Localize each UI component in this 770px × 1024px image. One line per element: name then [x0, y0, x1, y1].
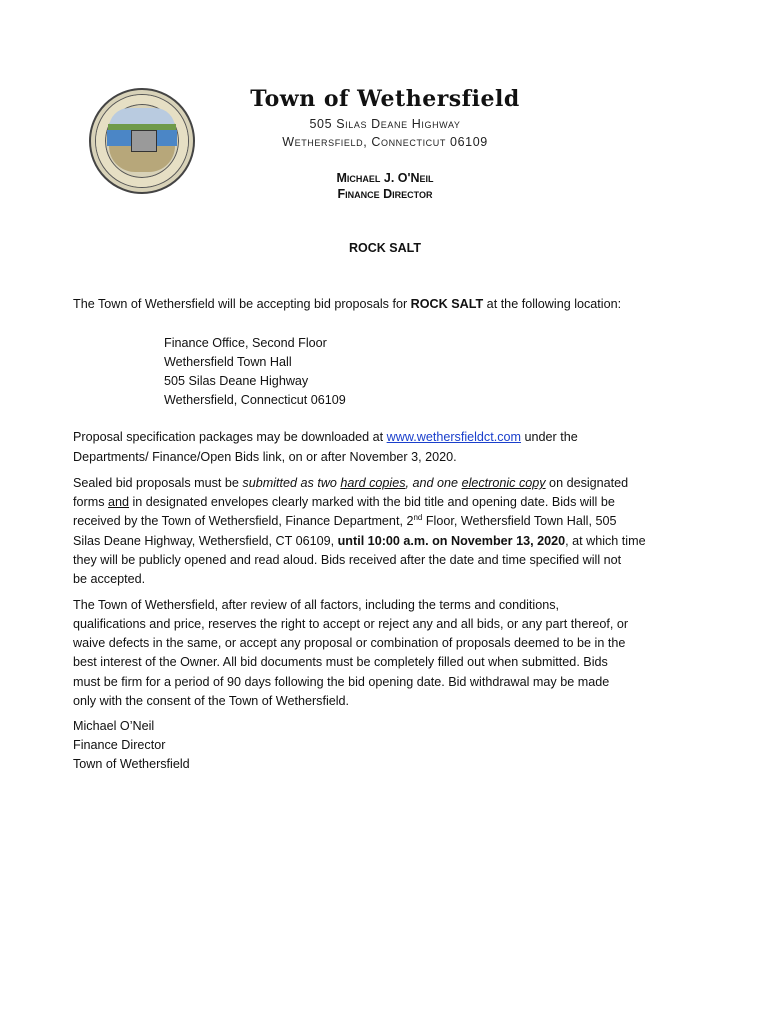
bold-text: ROCK SALT: [410, 297, 484, 311]
sealed-line-3: [73, 513, 617, 529]
text: received by the Town of Wethersfield, Finance Department, 2: [73, 514, 414, 528]
review-line: best interest of the Owner. All bid documents must be completely filled out when submitted. Bids: [73, 655, 608, 669]
text: electronic copy: [461, 476, 546, 490]
deadline: until 10:00 a.m. on November 13, 2020: [337, 534, 566, 548]
signature-name: Michael O’Neil: [73, 719, 155, 733]
signature-title: Finance Director: [73, 738, 166, 752]
sealed-line-6: be accepted.: [73, 572, 146, 586]
document-title: ROCK SALT: [349, 241, 421, 255]
spec-line-2: Departments/ Finance/Open Bids link, on or after November 3, 2020.: [73, 450, 457, 464]
location-line: Wethersfield Town Hall: [164, 355, 292, 369]
town-seal: [89, 88, 195, 194]
text: forms: [73, 495, 108, 509]
text: The Town of Wethersfield will be accepting bid proposals for: [73, 297, 411, 311]
location-line: 505 Silas Deane Highway: [164, 374, 309, 388]
text: , and one: [405, 476, 462, 490]
town-name: Town of Wethersfield: [250, 86, 520, 112]
text: hard copies: [340, 476, 406, 490]
sealed-line-4: [73, 533, 646, 549]
location-line: Finance Office, Second Floor: [164, 336, 327, 350]
review-line: The Town of Wethersfield, after review of all factors, including the terms and conditions,: [73, 598, 560, 612]
spec-line-1: [73, 429, 578, 445]
sealed-line-2: [73, 494, 615, 510]
signature-org: Town of Wethersfield: [73, 757, 190, 771]
text: Silas Deane Highway, Wethersfield, CT 06109,: [73, 534, 338, 548]
text: Proposal specification packages may be downloaded at: [73, 430, 387, 444]
text: Sealed bid proposals must be: [73, 476, 243, 490]
sealed-line-5: they will be publicly opened and read aloud. Bids received after the date and time specified will not: [73, 553, 622, 567]
text: on designated: [545, 476, 629, 490]
text: submitted as two: [242, 476, 341, 490]
director-title: Finance Director: [337, 187, 433, 201]
review-line: qualifications and price, reserves the right to accept or reject any and all bids, or any part thereof, or: [73, 617, 629, 631]
text: under the: [521, 430, 578, 444]
location-line: Wethersfield, Connecticut 06109: [164, 393, 346, 407]
text: Floor, Wethersfield Town Hall, 505: [422, 514, 617, 528]
text: , at which time: [565, 534, 646, 548]
review-line: must be firm for a period of 90 days following the bid opening date. Bid withdrawal may be made: [73, 675, 610, 689]
text: in designated envelopes clearly marked with the bid title and opening date. Bids will be: [129, 495, 615, 509]
text: nd: [413, 513, 423, 522]
review-line: only with the consent of the Town of Wethersfield.: [73, 694, 350, 708]
director-name: Michael J. O'Neil: [336, 171, 434, 185]
sealed-line-1: [73, 475, 628, 491]
website-link[interactable]: www.wethersfieldct.com: [386, 430, 522, 444]
text: and: [107, 495, 129, 509]
review-line: waive defects in the same, or accept any proposal or combination of proposals deemed to be in the: [73, 636, 626, 650]
text: at the following location:: [483, 297, 622, 311]
intro-paragraph: [73, 296, 621, 312]
address-line-1: 505 Silas Deane Highway: [309, 117, 461, 131]
address-line-2: Wethersfield, Connecticut 06109: [282, 135, 488, 149]
